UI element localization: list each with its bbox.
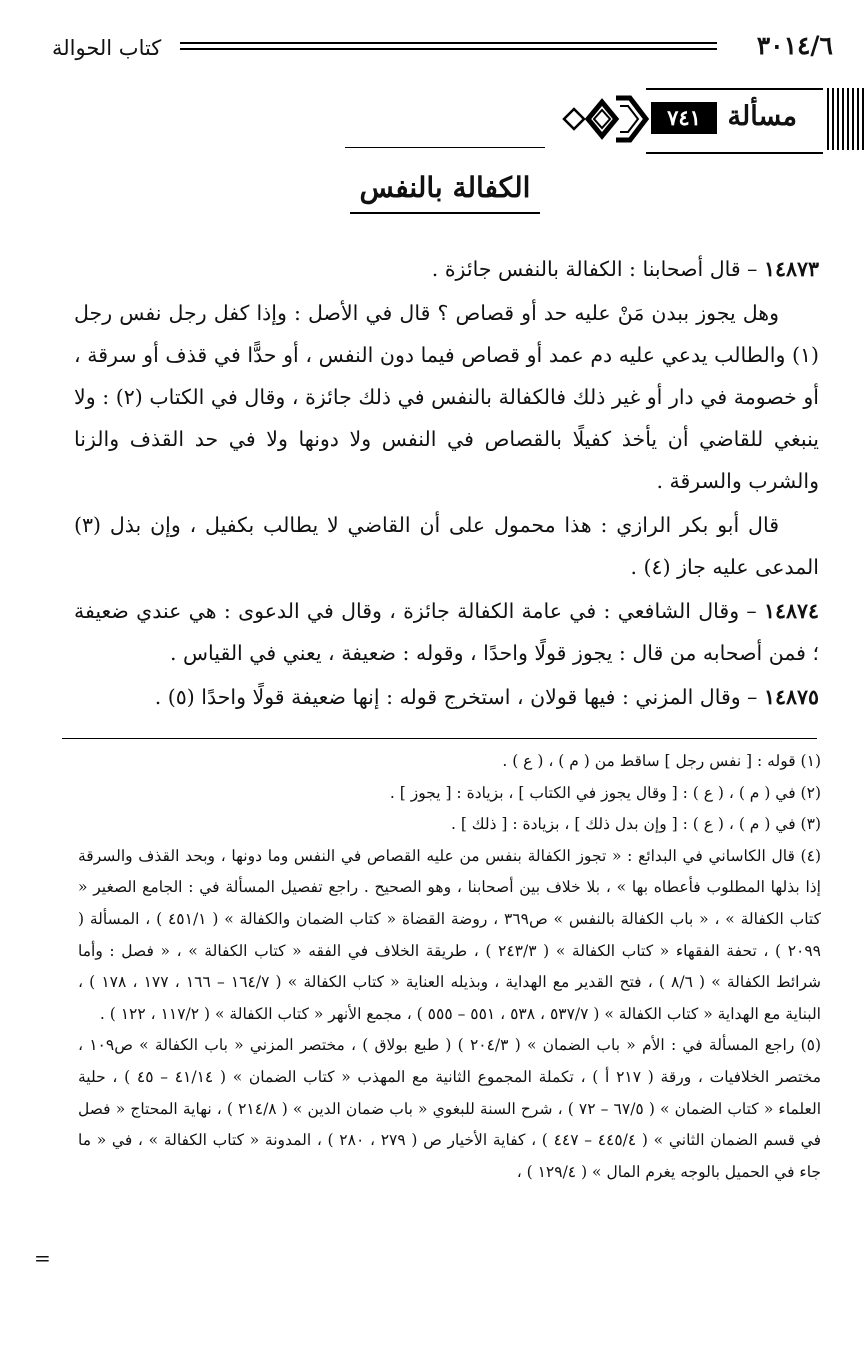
paragraph-14873 <box>74 248 819 290</box>
footnote-2: (٢) في ( م ) ، ( ع ) : [ وقال يجوز في الكتاب ] ، بزيادة : [ يجوز ] . <box>389 783 821 802</box>
masala-number: ٧٤١ <box>651 102 717 134</box>
title-top-rule <box>345 147 545 148</box>
footnote-5: (٥) راجع المسألة في : الأم « باب الضمان » ( ٢٠٤/٣ ) ( طبع بولاق ) ، مختصر المزني « باب الكفالة » ص١٠٩ ، مختصر الخلافيات ، ورقة ( ٢١٧ أ ) ، تكملة المجموع الثانية مع المهذب « كتاب الضمان » ( ٤١/١٤ – ٤٥ ) ، حلية العلماء « كتاب الضمان » ( ٦٧/٥ – ٧٢ ) ، شرح السنة للبغوي « باب ضمان الدين » ( ٢١٤/٨ ) ، نهاية المحتاج « فصل في قسم الضمان الثاني » ( ٤٤٥/٤ – ٤٤٧ ) ، كفاية الأخيار ص ( ٢٧٩ ، ٢٨٠ ) ، المدونة « كتاب الكفالة » ، في « ما جاء في الحميل بالوجه يغرم المال » ( ١٢٩/٤ ) ، <box>78 1036 822 1181</box>
masala-banner <box>560 88 867 150</box>
running-header <box>52 30 833 70</box>
issue-number: ١٤٨٧٥ <box>763 685 819 709</box>
section-title: الكفالة بالنفس <box>359 171 531 204</box>
issue-number: ١٤٨٧٤ <box>763 599 819 623</box>
paragraph-text: قال أبو بكر الرازي : هذا محمول على أن القاضي لا يطالب بكفيل ، وإن بذل (٣) المدعى عليه جاز (٤) . <box>74 513 819 579</box>
footnote-4: (٤) قال الكاساني في البدائع : « تجوز الكفالة بنفس من عليه القصاص في النفس وما دونها ، وبحد القذف والسرقة إذا بذلها المطلوب فأعطاه بها » ، بلا خلاف بين أصحابنا ، وهو الصحيح . راجع تفصيل المسألة في : الجامع الصغير « كتاب الكفالة » ، « باب الكفالة بالنفس » ص٣٦٩ ، روضة القضاة « كتاب الضمان والكفالة » ( ٤٥١/١ ) ، المسألة ( ٢٠٩٩ ) ، تحفة الفقهاء « كتاب الكفالة » ( ٢٤٣/٣ ) ، طريقة الخلاف في الفقه « كتاب الكفالة » ، « فصل : وأما شرائط الكفالة » ( ٨/٦ ) ، فتح القدير مع الهداية ، وبذيله العناية « كتاب الكفالة » ( ١٦٤/٧ – ١٦٦ ، ١٧٧ ، ١٧٨ ) ، البناية مع الهداية « كتاب الكفالة » ( ٥٣٧/٧ ، ٥٣٨ ، ٥٥١ – ٥٥٥ ) ، مجمع الأنهر « كتاب الكفالة » ( ١١٧/٢ ، ١٢٢ ) . <box>78 846 822 1023</box>
book-title: كتاب الحوالة <box>52 36 162 60</box>
header-double-rule <box>180 42 717 50</box>
paragraph-razi <box>74 504 819 588</box>
page-number: ٣٠١٤/٦ <box>756 31 833 60</box>
main-text <box>74 246 819 718</box>
paragraph-text: – وقال المزني : فيها قولان ، استخرج قوله : إنها ضعيفة قولًا واحدًا (٥) . <box>154 685 764 709</box>
masala-label: مسألة <box>727 101 797 132</box>
footnotes <box>78 746 821 1188</box>
issue-number: ١٤٨٧٣ <box>763 257 819 281</box>
paragraph-text: – قال أصحابنا : الكفالة بالنفس جائزة . <box>431 257 764 281</box>
footnote-1: (١) قوله : [ نفس رجل ] ساقط من ( م ) ، ( ع ) . <box>502 752 821 770</box>
continuation-mark: = <box>34 1246 51 1270</box>
footnote-separator <box>62 738 817 739</box>
paragraph-asl <box>74 292 819 502</box>
title-underline <box>350 212 540 214</box>
paragraph-14874 <box>74 590 819 674</box>
banner-hatch-ornament <box>827 88 867 150</box>
paragraph-text: – وقال الشافعي : في عامة الكفالة جائزة ، وقال في الدعوى : هي عندي ضعيفة ؛ فمن أصحابه من قال : يجوز قولًا واحدًا ، وقوله : ضعيفة ، يعني في القياس . <box>74 599 819 665</box>
paragraph-text: وهل يجوز ببدن مَنْ عليه حد أو قصاص ؟ قال في الأصل : وإذا كفل رجل نفس رجل (١) والطالب يدعي عليه دم عمد أو قصاص فيما دون النفس ، أو حدًّا في قذف أو سرقة ، أو خصومة في دار أو غير ذلك فالكفالة بالنفس في ذلك جائزة ، وقال في الكتاب (٢) : ولا ينبغي للقاضي أن يأخذ كفيلًا بالقصاص في النفس ولا دونها ولا في حد القذف والزنا والشرب والسرقة . <box>74 301 819 493</box>
footnote-3: (٣) في ( م ) ، ( ع ) : [ وإن بدل ذلك ] ، بزيادة : [ ذلك ] . <box>450 815 821 834</box>
knot-ornament-icon <box>560 90 652 148</box>
paragraph-14875 <box>74 676 819 718</box>
